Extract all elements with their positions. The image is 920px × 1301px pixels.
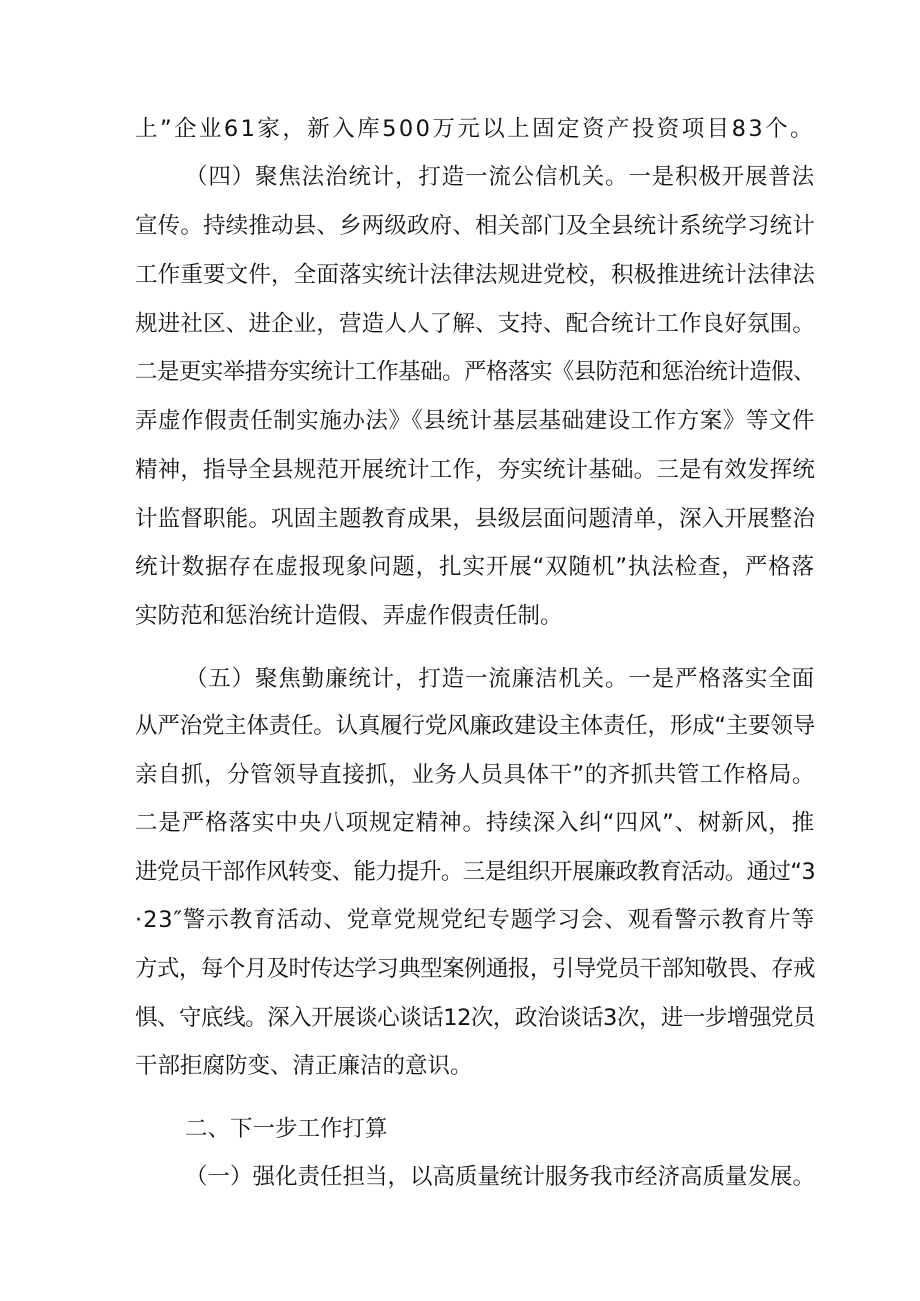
paragraph-heading-1: （一）强化责任担当，以高质量统计服务我市经济高质量发展。 [185,1164,815,1190]
text-line: 从严治党主体责任。认真履行党风廉政建设主体责任，形成“主要领导 [135,713,815,739]
text-line: ·23″警示教育活动、党章党规党纪专题学习会、观看警示教育片等 [135,907,815,933]
text-line: 规进社区、进企业，营造人人了解、支持、配合统计工作良好氛围。 [135,311,815,337]
text-line: 工作重要文件，全面落实统计法律法规进党校，积极推进统计法律法 [135,262,815,288]
text-line: 计监督职能。巩固主题教育成果，县级层面问题清单，深入开展整治 [135,506,815,532]
text-line: 进党员干部作风转变、能力提升。三是组织开展廉政教育活动。通过“3 [135,859,815,885]
paragraph-heading-5: （五）聚焦勤廉统计，打造一流廉洁机关。一是严格落实全面 [185,666,815,692]
text-line: 方式，每个月及时传达学习典型案例通报，引导党员干部知敬畏、存戒 [135,956,815,982]
text-line: 宣传。持续推动县、乡两级政府、相关部门及全县统计系统学习统计 [135,213,815,239]
text-line: 实防范和惩治统计造假、弄虚作假责任制。 [135,603,563,629]
section-heading: 二、下一步工作打算 [185,1116,388,1142]
text-line: 精神，指导全县规范开展统计工作，夯实统计基础。三是有效发挥统 [135,457,815,483]
text-line: 亲自抓，分管领导直接抓，业务人员具体干”的齐抓共管工作格局。 [135,762,815,788]
text-line: 二是严格落实中央八项规定精神。持续深入纠“四风”、树新风，推 [135,810,815,836]
paragraph-heading-4: （四）聚焦法治统计，打造一流公信机关。一是积极开展普法 [185,164,815,190]
text-line: 弄虚作假责任制实施办法》《县统计基层基础建设工作方案》等文件 [135,408,815,434]
text-line: 惧、守底线。深入开展谈心谈话12次，政治谈话3次，进一步增强党员 [135,1005,815,1031]
text-line: 二是更实举措夯实统计工作基础。严格落实《县防范和惩治统计造假、 [135,359,815,385]
text-line: 统计数据存在虚报现象问题，扎实开展“双随机”执法检查，严格落 [135,554,815,580]
text-line: 上”企业61家，新入库500万元以上固定资产投资项目83个。 [135,116,815,142]
text-line: 干部拒腐防变、清正廉洁的意识。 [135,1053,473,1079]
